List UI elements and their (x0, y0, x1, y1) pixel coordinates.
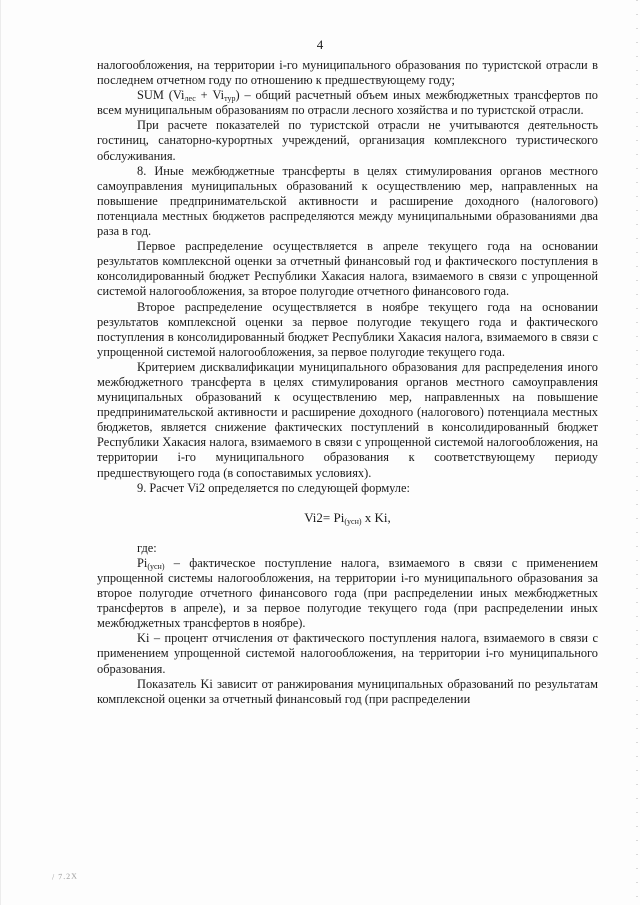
paragraph-disqualification-criterion: Критерием дисквалификации муниципального образования для распределения иного межбюджетного трансферта в целях стимулирования органов местного самоуправления муниципальных образований к осуществлению мер, направленных на повышение предпринимательской активности и расширение доходного (налогового) потенциала местных бюджетов, является снижение фактических поступлений в консолидированный бюджет Республики Хакасия налога, взимаемого в связи с упрощенной системой налогообложения, на территории i-го муниципального образования к соответствующему периоду предшествующего года (в сопоставимых условиях). (97, 359, 598, 480)
formula-vi2 (97, 510, 598, 525)
paragraph-item-8: 8. Иные межбюджетные трансферты в целях стимулирования органов местного самоуправления муниципальных образований к осуществлению мер, направленных на повышение предпринимательской активности и расширение доходного (налогового) потенциала местных бюджетов распределяются между муниципальными образованиями два раза в год. (97, 163, 598, 239)
sum-text-mid: + Vi (195, 88, 225, 103)
sum-text-pre: SUM (Vi (137, 88, 185, 103)
paragraph-ki-ranking: Показатель Ki зависит от ранжирования муниципальных образований по результатам комплексной оценки за отчетный финансовый год (при распределении (97, 676, 598, 706)
body-text (97, 58, 598, 707)
paragraph-tourism-exclusions: При расчете показателей по туристской отрасли не учитываются деятельность гостиниц, санаторно-курортных учреждений, организация комплексного туристического обслуживания. (97, 118, 598, 163)
formula-text-pre: Vi2= Pi (304, 509, 345, 525)
pi-text-post: – фактическое поступление налога, взимаемого в связи с применением упрощенной системы налогообложения, на территории i-го муниципального образования за второе полугодие отчетного финансового года (при распределении иных межбюджетных трансфертов в апреле), и за первое полугодие текущего года (при распределении иных межбюджетных трансфертов в ноябре). (97, 555, 598, 631)
sum-subscript-tur: тур (224, 94, 236, 104)
sum-text-post: ) – общий расчетный объем иных межбюджетных трансфертов по всем муниципальным образованиям по отрасли лесного хозяйства и по туристской отрасли. (97, 88, 598, 118)
pi-text-pre: Pi (137, 555, 148, 570)
paragraph-ki-definition: Ki – процент отчисления от фактического поступления налога, взимаемого в связи с применением упрощенной системой налогообложения, на территории i-го муниципального образования. (97, 631, 598, 676)
right-edge-scan-marks (636, 0, 638, 905)
paragraph-first-distribution: Первое распределение осуществляется в апреле текущего года на основании результатов комплексной оценки за отчетный финансовый год и фактического поступления в консолидированный бюджет Республики Хакасия налога, взимаемого в связи с упрощенной системой налогообложения, за второе полугодие отчетного финансового года. (97, 239, 598, 299)
paragraph-second-distribution: Второе распределение осуществляется в ноябре текущего года на основании результатов комплексной оценки за первое полугодие текущего года и фактического поступления в консолидированный бюджет Республики Хакасия налога, взимаемого в связи с упрощенной системой налогообложения, за первое полугодие текущего года. (97, 299, 598, 359)
footer-scan-mark: / 7.2Х (51, 871, 79, 882)
paragraph-continuation: налогообложения, на территории i-го муниципального образования по туристской отрасли в последнем отчетном году по отношению к предшествующему году; (97, 58, 598, 88)
formula-text-post: x Ki, (361, 509, 391, 525)
pi-subscript: (усн) (147, 561, 165, 571)
page-number: 4 (316, 37, 324, 52)
paragraph-item-9: 9. Расчет Vi2 определяется по следующей формуле: (137, 480, 410, 495)
paragraph-sum-definition (97, 88, 598, 118)
sum-subscript-les: лес (184, 94, 196, 104)
formula-subscript: (усн) (344, 516, 362, 526)
paragraph-pi-definition (97, 556, 598, 631)
left-edge-shadow (0, 0, 1, 905)
paragraph-where: где: (137, 540, 157, 555)
